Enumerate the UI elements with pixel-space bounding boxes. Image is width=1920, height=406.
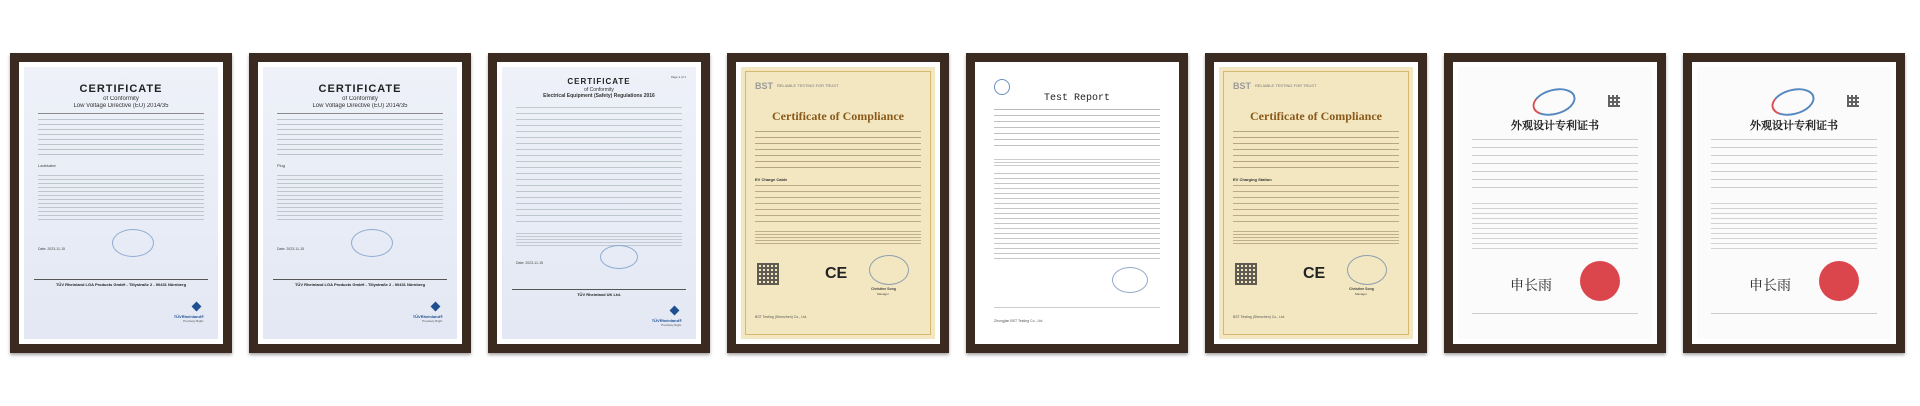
certificate-frame-1[interactable] bbox=[10, 53, 232, 353]
product-name: Plug bbox=[277, 163, 286, 168]
product-name: EV Charge Cable bbox=[755, 177, 788, 182]
certificate-body-text bbox=[38, 175, 204, 223]
bst-certificate bbox=[741, 67, 935, 339]
director-signature: 申长雨 bbox=[1510, 278, 1552, 294]
bst-logo-tag: RELIABLE TESTING FOR TRUST bbox=[777, 83, 839, 88]
certificate-subtitle: of Conformity bbox=[584, 87, 614, 93]
issuer-footer: TÜV Rheinland UK Ltd. bbox=[577, 292, 621, 297]
qr-code-icon bbox=[1235, 263, 1257, 285]
tuv-tagline: Precisely Right. bbox=[183, 319, 204, 323]
official-seal-icon bbox=[1580, 261, 1620, 301]
certification-stamp-icon bbox=[112, 229, 154, 257]
patent-body-text bbox=[1472, 203, 1638, 251]
issuer-footer: BST Testing (Shenzhen) Co., Ltd. bbox=[755, 315, 808, 319]
certification-stamp-icon bbox=[600, 245, 638, 269]
certificate-details bbox=[38, 119, 204, 159]
certificate-title: CERTIFICATE bbox=[318, 83, 402, 95]
certificate-frame-4[interactable] bbox=[727, 53, 949, 353]
issuer-footer: BST Testing (Shenzhen) Co., Ltd. bbox=[1233, 315, 1286, 319]
qr-code-icon bbox=[757, 263, 779, 285]
patent-title: 外观设计专利证书 bbox=[1750, 119, 1838, 132]
issuer-footer: TÜV Rheinland LGA Products GmbH - Tillystraße 2 - 90431 Nürnberg bbox=[55, 282, 187, 287]
bst-logo: BST bbox=[755, 81, 773, 91]
certification-stamp-icon bbox=[351, 229, 393, 257]
qr-code-icon bbox=[1847, 95, 1859, 107]
certificate-frame-5[interactable] bbox=[966, 53, 1188, 353]
certificate-details bbox=[755, 131, 921, 171]
signature-stamp-icon bbox=[1347, 255, 1387, 285]
certificate-frame-8[interactable] bbox=[1683, 53, 1905, 353]
bst-logo-tag: RELIABLE TESTING FOR TRUST bbox=[1255, 83, 1317, 88]
qr-code-icon bbox=[1608, 95, 1620, 107]
signer-name: Christine Song bbox=[1349, 287, 1374, 291]
tuv-logo-icon bbox=[431, 302, 441, 312]
ce-mark: CE bbox=[825, 265, 848, 282]
tuv-uk-certificate bbox=[502, 67, 696, 339]
certificate-details bbox=[1233, 131, 1399, 171]
report-test-details bbox=[994, 173, 1160, 263]
patent-body-text bbox=[1711, 203, 1877, 251]
patent-certificate bbox=[1458, 67, 1652, 339]
patent-certificate bbox=[1697, 67, 1891, 339]
ce-mark: CE bbox=[1303, 265, 1326, 282]
tuv-logo-icon bbox=[670, 306, 680, 316]
test-report bbox=[980, 67, 1174, 339]
tuv-brand: TÜVRheinland® bbox=[651, 318, 682, 323]
tuv-brand: TÜVRheinland® bbox=[412, 314, 443, 319]
product-name: Ladekabel bbox=[38, 163, 57, 168]
certificate-date: Date: 2023-11-15 bbox=[516, 261, 543, 265]
signer-role: Manager bbox=[877, 292, 889, 296]
patent-office-emblem-icon bbox=[1768, 84, 1817, 121]
patent-title: 外观设计专利证书 bbox=[1511, 119, 1599, 132]
tuv-logo-icon bbox=[192, 302, 202, 312]
signer-name: Christine Song bbox=[871, 287, 896, 291]
certificate-directive: Electrical Equipment (Safety) Regulations 2016 bbox=[543, 93, 655, 99]
patent-office-emblem-icon bbox=[1529, 84, 1578, 121]
certificate-directive: Low Voltage Directive (EU) 2014/35 bbox=[312, 103, 408, 109]
product-name: EV Charging Station bbox=[1233, 177, 1272, 182]
certificate-title: Certificate of Compliance bbox=[1250, 109, 1382, 123]
certificate-directive: Low Voltage Directive (EU) 2014/35 bbox=[73, 103, 169, 109]
certificate-title: CERTIFICATE bbox=[567, 77, 631, 86]
signature-stamp-icon bbox=[869, 255, 909, 285]
certificate-details bbox=[516, 107, 682, 227]
certificate-details bbox=[277, 119, 443, 159]
certificate-title: Certificate of Compliance bbox=[772, 109, 904, 123]
report-title: Test Report bbox=[1043, 93, 1110, 104]
page-number: Page 1 of 1 bbox=[670, 75, 686, 79]
director-signature: 申长雨 bbox=[1749, 278, 1791, 294]
certificate-frame-2[interactable] bbox=[249, 53, 471, 353]
certificate-body-text bbox=[277, 175, 443, 223]
certificate-subtitle: of Conformity bbox=[103, 96, 139, 102]
tuv-tagline: Precisely Right. bbox=[661, 323, 682, 327]
patent-details bbox=[1472, 139, 1638, 195]
certificate-frame-6[interactable] bbox=[1205, 53, 1427, 353]
tuv-certificate bbox=[263, 67, 457, 339]
tuv-certificate bbox=[24, 67, 218, 339]
report-stamp-icon bbox=[1112, 267, 1148, 293]
certificate-frame-3[interactable] bbox=[488, 53, 710, 353]
signer-role: Manager bbox=[1355, 292, 1367, 296]
certificate-subtitle: of Conformity bbox=[342, 96, 378, 102]
patent-details bbox=[1711, 139, 1877, 195]
bst-logo: BST bbox=[1233, 81, 1251, 91]
bst-certificate bbox=[1219, 67, 1413, 339]
report-header-details bbox=[994, 115, 1160, 151]
certificate-title: CERTIFICATE bbox=[79, 83, 163, 95]
certificate-date: Date: 2023-11-15 bbox=[38, 247, 65, 251]
certificate-frame-7[interactable] bbox=[1444, 53, 1666, 353]
report-footer: Zhongjian BST Testing Co., Ltd. bbox=[994, 319, 1044, 323]
tuv-brand: TÜVRheinland® bbox=[173, 314, 204, 319]
issuer-footer: TÜV Rheinland LGA Products GmbH - Tillystraße 2 - 90431 Nürnberg bbox=[294, 282, 426, 287]
certificate-date: Date: 2023-11-15 bbox=[277, 247, 304, 251]
tuv-tagline: Precisely Right. bbox=[422, 319, 443, 323]
official-seal-icon bbox=[1819, 261, 1859, 301]
